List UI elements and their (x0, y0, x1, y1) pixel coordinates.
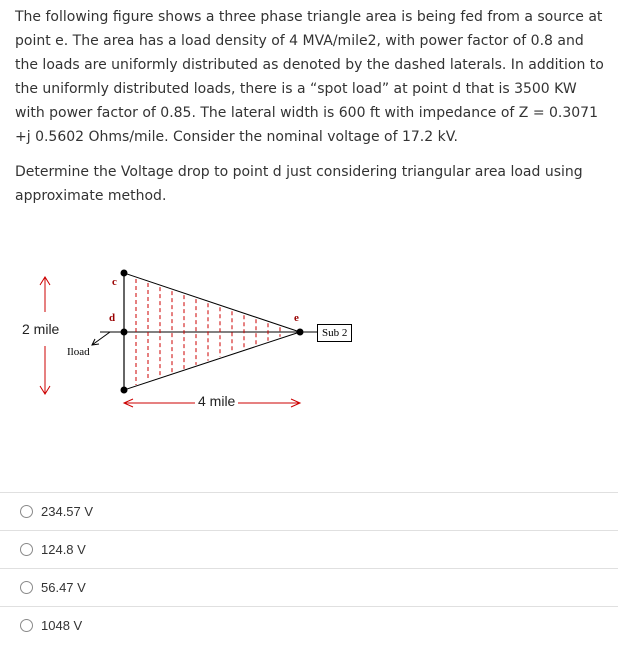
answer-options (0, 492, 618, 644)
height-label: 2 mile (22, 321, 60, 337)
option-label: 1048 V (41, 618, 83, 633)
option-row[interactable] (0, 606, 618, 644)
figure-drawing (0, 255, 618, 425)
option-row[interactable] (0, 530, 618, 568)
radio-button[interactable] (20, 543, 33, 556)
option-label: 56.47 V (41, 580, 86, 595)
radio-button[interactable] (20, 619, 33, 632)
option-row[interactable] (0, 568, 618, 606)
node-e-dot (297, 329, 304, 336)
node-d-label: d (109, 312, 116, 324)
radio-button[interactable] (20, 581, 33, 594)
lower-edge (124, 332, 300, 390)
radio-button[interactable] (20, 505, 33, 518)
node-c-dot (121, 270, 128, 277)
iload-arrow (92, 332, 110, 345)
node-c-label: c (112, 276, 117, 288)
upper-edge (124, 273, 300, 332)
triangle-area-figure (0, 255, 618, 425)
option-label: 124.8 V (41, 542, 86, 557)
question-paragraph: The following figure shows a three phase triangle area is being fed from a source at point e. The area has a load density of 4 MVA/mile2, with power factor of 0.8 and the loads are uniformly distributed as denoted by the dashed laterals. In addition to the uniformly distributed loads, there is a “spot load” at point d that is 3500 KW with power factor of 0.85. The lateral width is 600 ft with impedance of Z = 0.3071 +j 0.5602 Ohms/mile. Consider the nominal voltage of 17.2 kV. (15, 9, 604, 145)
iload-label: Iload (67, 346, 90, 358)
question-text (15, 5, 610, 208)
node-e-label: e (294, 312, 299, 324)
option-label: 234.57 V (41, 504, 94, 519)
substation-box: Sub 2 (317, 324, 352, 342)
question-prompt: Determine the Voltage drop to point d just considering triangular area load using approximate method. (15, 164, 583, 204)
node-bottom-dot (121, 387, 128, 394)
option-row[interactable] (0, 492, 618, 530)
node-d-dot (121, 329, 128, 336)
length-label: 4 mile (195, 393, 238, 409)
